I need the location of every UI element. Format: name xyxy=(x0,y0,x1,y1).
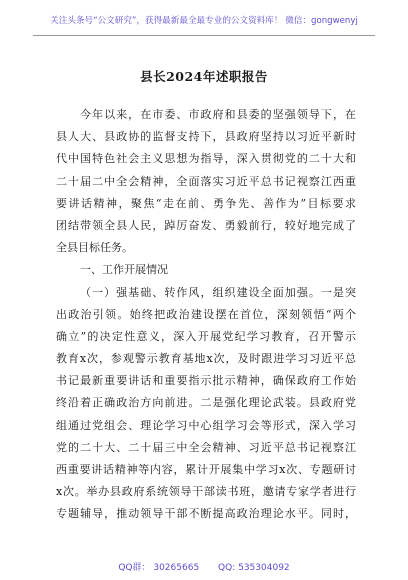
footer-qq-group: QQ群： 30265665 xyxy=(118,563,200,573)
footer-qq-contact: QQ: 535304092 xyxy=(218,563,290,573)
body-line: 今年以来，在市委、市政府和县委的坚强领导下，在 xyxy=(80,108,356,121)
body-line: 县人大、县政协的监督支持下，县政府坚持以习近平新时 xyxy=(56,130,356,144)
body-line: x次。举办县政府系统领导干部读书班，邀请专家学者进行 xyxy=(56,485,356,499)
body-line: 教育x次，参观警示教育基地x次，及时跟进学习习近平总 xyxy=(56,352,356,366)
body-line: 确立”的决定性意义，深入开展党纪学习教育，召开警示 xyxy=(56,329,356,343)
body-line: 组通过党组会、理论学习中心组学习会等形式，深入学习 xyxy=(56,418,356,432)
header-divider xyxy=(33,35,375,36)
document-title: 县长2024年述职报告 xyxy=(140,69,268,84)
body-line: 专题辅导，推动领导干部不断提高政治理论水平。同时， xyxy=(56,507,356,521)
body-line: 书记最新重要讲话和重要指示批示精神，确保政府工作始 xyxy=(56,374,356,388)
page-footer xyxy=(0,560,408,573)
body-line: 代中国特色社会主义思想为指导，深入贯彻党的二十大和 xyxy=(56,152,356,166)
body-line: 出政治引领。始终把政治建设摆在首位，深刻领悟“两个 xyxy=(56,307,356,321)
section-heading: 一、工作开展情况 xyxy=(80,263,168,277)
body-line: 终沿着正确政治方向前进。二是强化理论武装。县政府党 xyxy=(56,396,356,410)
page-header: 关注头条号“公文研究”，获得最新最全最专业的公文资料库！ 微信：gongwenyj xyxy=(50,16,358,26)
body-line: （一）强基础、转作风，组织建设全面加强。一是突 xyxy=(80,285,356,299)
body-line: 要讲话精神，聚焦“走在前、勇争先、善作为”目标要求 xyxy=(56,196,356,210)
body-line: 全县目标任务。 xyxy=(56,241,133,255)
body-line: 二十届二中全会精神，全面落实习近平总书记视察江西重 xyxy=(56,174,356,188)
body-line: 西重要讲话精神等内容，累计开展集中学习x次、专题研讨 xyxy=(56,463,356,476)
body-line: 团结带领全县人民，踔厉奋发、勇毅前行，较好地完成了 xyxy=(56,218,356,232)
body-line: 党的二十大、二十届三中全会精神、习近平总书记视察江 xyxy=(56,440,356,454)
document-body xyxy=(56,104,356,526)
